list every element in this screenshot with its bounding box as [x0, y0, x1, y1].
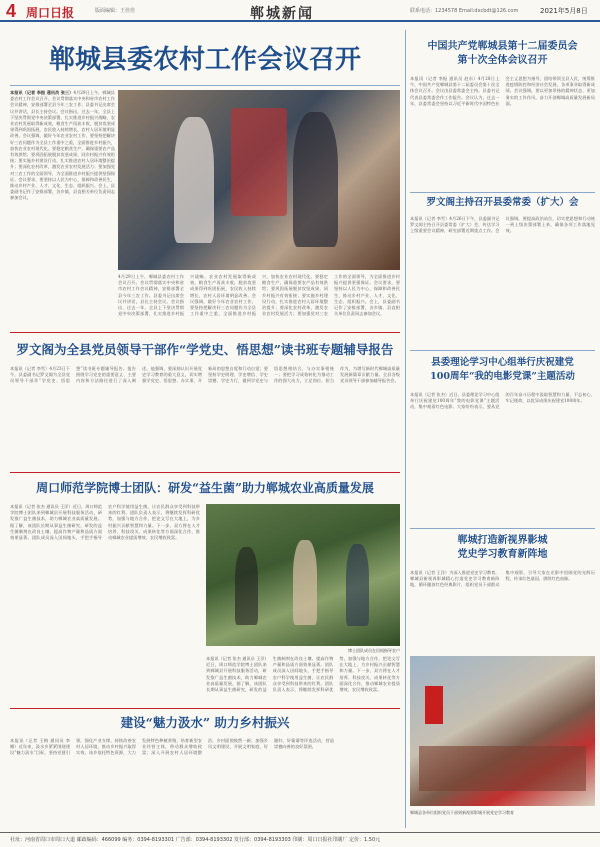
footer: 社址：河南省周口市周口大道 邮政编码：466099 编务：0394-8193301 广告部：0394-8193302 发行部：0394-8193303 印刷：周口日报社印刷厂 定价：1.50元	[0, 832, 600, 847]
lower-headline: 周口师范学院博士团队：研发“益生菌”助力郸城农业高质量发展	[36, 481, 374, 495]
right4-headline-line2: 党史学习教育新阵地	[457, 549, 548, 560]
editor-line: 版面编辑：王佳佳	[95, 8, 136, 14]
bottom-rule	[10, 708, 400, 709]
lead-article-body	[10, 90, 115, 320]
contact-line: 联系电话：1234578 Email:dxcbdt@126.com	[410, 8, 519, 14]
right1-headline-line2: 第十次全体会议召开	[457, 55, 548, 66]
lead-photo	[118, 90, 400, 270]
right3-headline-line2: 100周年“我的电影党课”主题活动	[430, 371, 575, 382]
lower-photo-caption: 博士团队成员在田间指导农户	[348, 648, 400, 653]
right2-body: 本报讯（记者 李雪）4月26日下午，县委副书记罗文阁主持召开县委常委（扩大）会，传达学习上级重要会议精神，研究部署近期重点工作。会议强调，要提高政治站位，切实把思想和行动统一到上级决策部署上来，确保各项工作落地见效。	[410, 216, 595, 234]
page-number: 4	[6, 1, 17, 21]
section-title: 郸城新闻	[250, 6, 314, 22]
bottom-headline: 建设“魅力汲水” 助力乡村振兴	[120, 715, 290, 730]
right2-headline: 罗文阁主持召开县委常委（扩大）会	[426, 197, 579, 208]
lower-body-continued: 本报讯（记者 张杰 通讯员 王洋）近日，周口师范学院博士团队来到郸城县开展科技服务活动，研发推广益生菌技术，助力郸城农业高质量发展。据了解，该团队长期从事益生菌研究，研发的益生菌制剂在改良土壤、提高作物产量和品质方面效果显著。团队成员深入田间地头，手把手指导农户科学使用益生菌，让农民群众享受到科技带来的红利。团队负责人表示，将继续发挥科研优势，加强与地方合作，把论文写在大地上，为乡村振兴贡献智慧和力量。下一步，双方将在人才培养、科技攻关、成果转化等方面深化合作，推动郸城农业提质增效、农民增收致富。	[206, 656, 400, 693]
right4-photo	[410, 656, 595, 806]
right3-body: 本报讯（记者 张杰）近日，县委理论学习中心组举行庆祝建党100周年“我的电影党课”主题活动，集中观看红色电影。大家纷纷表示，要从党的百年奋斗历程中汲取智慧和力量，不忘初心、牢记使命，以优异成绩庆祝建党100周年。	[410, 392, 595, 410]
right1-body: 本报讯（记者 李振 通讯员 赵东）4月28日上午，中国共产党郸城县第十二届委员会第十次全体会议召开。会议由县委常委会主持。县委书记代表县委常委会作工作报告。会议认为，过去一年，县委常委会坚持以习近平新时代中国特色社会主义思想为指导，团结带领全县人民，统筹推进疫情防控和经济社会发展，各项事业取得新成绩。会议强调，要以更加昂扬的精神状态、更加务实的工作作风，奋力开创郸城高质量发展新局面。	[410, 76, 595, 106]
lower-rule	[10, 472, 400, 473]
paper-name: 周口日报	[26, 6, 75, 20]
right4-headline-line1: 郸城打造新视界影城	[457, 535, 548, 546]
lower-body-bottom	[206, 656, 400, 700]
lead-byline: 本报讯（记者 李振 通讯员 张三）	[10, 90, 74, 95]
issue-date: 2021年5月8日	[540, 7, 588, 15]
right2-rule	[410, 192, 595, 193]
middle-rule	[10, 332, 400, 333]
masthead	[0, 0, 600, 22]
lower-photo	[206, 504, 400, 646]
right4-body: 本报讯（记者 王洋）为深入推进党史学习教育，郸城县新视界影城精心打造党史学习教育新阵地，循环播放红色经典影片，组织党员干部群众集中观影，引导大家在光影中回顾党的光辉历程，传承红色基因，赓续红色血脉。	[410, 570, 595, 588]
column-separator	[405, 30, 406, 828]
right4-photo-caption: 郸城县各单位组织党员干部到新视界影城开展党史学习教育	[410, 810, 514, 815]
middle-headline: 罗文阁为全县党员领导干部作“学党史、悟思想”读书班专题辅导报告	[16, 342, 394, 357]
right3-headline-line1: 县委理论学习中心组举行庆祝建党	[431, 357, 574, 368]
lead-body-continued: 4月29日上午，郸城县委农村工作会议召开。会议贯彻落实中央和省市农村工作会议精神，安排部署全县今年三农工作。县委书记出席会议并讲话，县长主持会议。会议指出，过去一年，全县上下坚决贯彻党中央决策部署，扎实推进乡村振兴战略，农业农村发展取得新成效，粮食生产再获丰收，脱贫攻坚成果得到巩固拓展，农民收入持续增长，农村人居环境明显改善。会议强调，做好今年农业农村工作，要坚持把解决好三农问题作为全县工作重中之重，全面推进乡村振兴，加快农业农村现代化。要稳定粮食生产，确保重要农产品有效供给；要巩固拓展脱贫攻坚成果，同乡村振兴有效衔接；要实施乡村建设行动，扎实推进农村人居环境整治提升；要深化农村改革，激发农业农村发展活力；要加强党对三农工作的全面领导，为全面推进乡村振兴提供坚强保证。会议要求，要坚持以人民为中心，保障和改善民生，推动乡村产业、人才、文化、生态、组织振兴。会上，县委副书记作了安排部署，各乡镇、县直相关单位负责同志参加会议。	[118, 274, 400, 317]
lead-body-bottom	[118, 274, 400, 322]
right4-rule	[410, 528, 595, 529]
lead-headline: 郸城县委农村工作会议召开	[48, 45, 361, 75]
bottom-body: 本报讯（记者 王梅 通讯员 李娜）近年来，汲水乡紧紧围绕建设“魅力汲水”目标，坚持党建引领，强化产业支撑，持续改善农村人居环境，推动乡村振兴取得实效。该乡依托特色资源，大力发展特色种植养殖，培育新型农业经营主体，带动群众增收致富；深入开展农村人居环境整治，乡村面貌焕然一新；加强乡风文明建设，开展文明家庭、好媳妇、好婆婆等评选活动，营造崇德向善的良好氛围。	[10, 738, 334, 756]
right1-headline-line1: 中国共产党郸城县第十二届委员会	[427, 41, 578, 52]
middle-body: 本报讯（记者 李雪）4月23日下午，县委副书记罗文阁为全县党员领导干部作“学党史、悟思想”读书班专题辅导报告。报告围绕学习党史的重要意义、主要内容和方法路径进行了深入阐述。他强调，要深刻认识开展党史学习教育的重大意义，切实增强学党史、悟思想、办实事、开新局的思想自觉和行动自觉；要坚持学史明理、学史增信、学史崇德、学史力行，做到学党史与悟思想相结合，与办实事相统一；要把学习成效转化为推动工作的强大动力，立足岗位，担当作为，为谱写新时代郸城高质量发展新篇章贡献力量。全县各级党员领导干部参加辅导报告会。	[10, 366, 400, 384]
lower-body: 本报讯（记者 张杰 通讯员 王洋）近日，周口师范学院博士团队来到郸城县开展科技服务活动，研发推广益生菌技术，助力郸城农业高质量发展。据了解，该团队长期从事益生菌研究，研发的益生菌制剂在改良土壤、提高作物产量和品质方面效果显著。团队成员深入田间地头，手把手指导农户科学使用益生菌，让农民群众享受到科技带来的红利。团队负责人表示，将继续发挥科研优势，加强与地方合作，把论文写在大地上，为乡村振兴贡献智慧和力量。下一步，双方将在人才培养、科技攻关、成果转化等方面深化合作，推动郸城农业提质增效、农民增收致富。	[10, 504, 200, 541]
right3-rule	[410, 350, 595, 351]
lead-rule	[10, 85, 400, 86]
lead-body: 4月29日上午，郸城县委农村工作会议召开。会议贯彻落实中央和省市农村工作会议精神，安排部署全县今年三农工作。县委书记出席会议并讲话，县长主持会议。会议指出，过去一年，全县上下坚决贯彻党中央决策部署，扎实推进乡村振兴战略，农业农村发展取得新成效，粮食生产再获丰收，脱贫攻坚成果得到巩固拓展，农民收入持续增长，农村人居环境明显改善。会议强调，做好今年农业农村工作，要坚持把解决好三农问题作为全县工作重中之重，全面推进乡村振兴，加快农业农村现代化。要稳定粮食生产，确保重要农产品有效供给；要巩固拓展脱贫攻坚成果，同乡村振兴有效衔接；要实施乡村建设行动，扎实推进农村人居环境整治提升；要深化农村改革，激发农业农村发展活力；要加强党对三农工作的全面领导，为全面推进乡村振兴提供坚强保证。会议要求，要坚持以人民为中心，保障和改善民生，推动乡村产业、人才、文化、生态、组织振兴。会上，县委副书记作了安排部署，各乡镇、县直相关单位负责同志参加会议。	[10, 90, 115, 201]
